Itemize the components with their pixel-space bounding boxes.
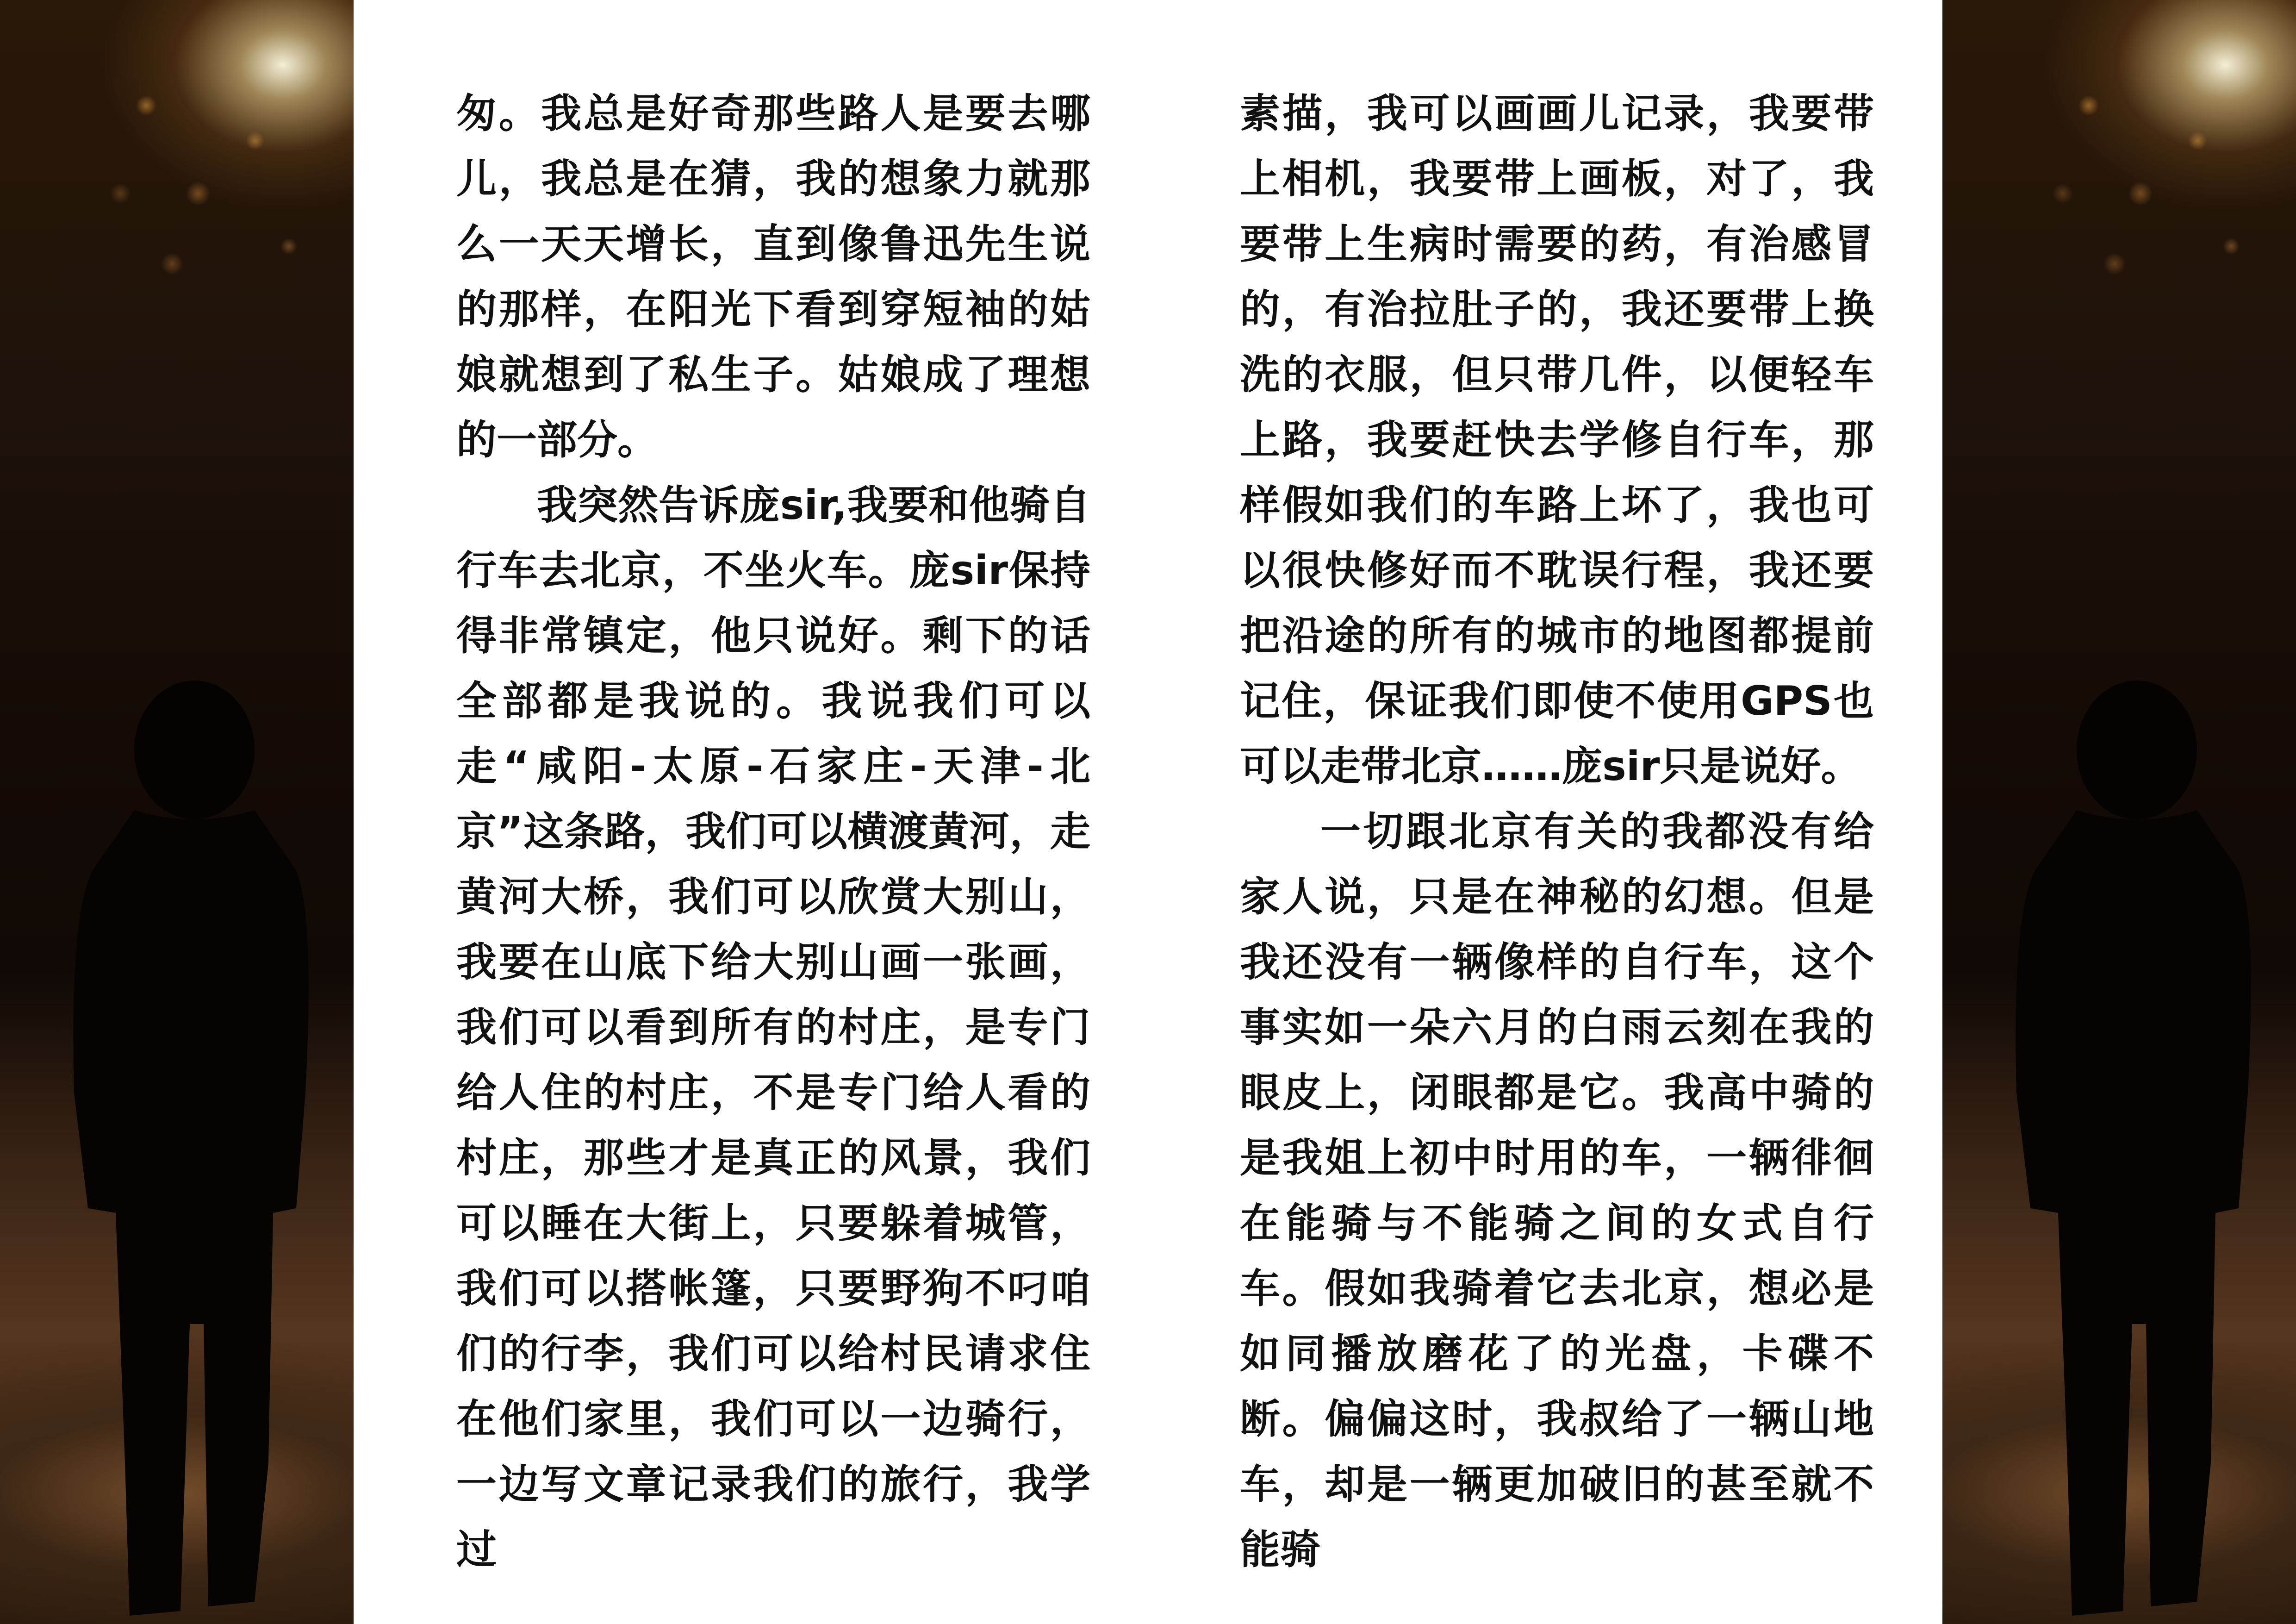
text-page [354,0,1942,1624]
walking-person-silhouette [1998,676,2266,1620]
lit-leaves-decoration [94,0,354,352]
paragraph: 素描，我可以画画儿记录，我要带上相机，我要带上画板，对了，我要带上生病时需要的药，有治感冒的，有治拉肚子的，我还要带上换洗的衣服，但只带几件，以便轻车上路，我要赶快去学修自行车，那样假如我们的车路上坏了，我也可以很快修好而不耽误行程，我还要把沿途的所有的城市的地图都提前记住，保证我们即使不使用GPS也可以走带北京……庞sir只是说好。 [1240,90,1874,790]
left-text-column [456,81,1090,1582]
paragraph: 匆。我总是好奇那些路人是要去哪儿，我总是在猜，我的想象力就那么一天天增长，直到像鲁迅先生说的那样，在阳光下看到穿短袖的姑娘就想到了私生子。姑娘成了理想的一部分。 [456,90,1090,463]
lit-leaves-decoration [2037,0,2296,352]
paragraph: 我突然告诉庞sir,我要和他骑自行车去北京，不坐火车。庞sir保持得非常镇定，他只说好。剩下的话全部都是我说的。我说我们可以走“咸阳-太原-石家庄-天津-北京”这条路，我们可以横渡黄河，走黄河大桥，我们可以欣赏大别山，我要在山底下给大别山画一张画，我们可以看到所有的村庄，是专门给人住的村庄，不是专门给人看的村庄，那些才是真正的风景，我们可以睡在大街上，只要躲着城管，我们可以搭帐篷，只要野狗不叼咱们的行李，我们可以给村民请求住在他们家里，我们可以一边骑行，一边写文章记录我们的旅行，我学过 [456,481,1090,1573]
left-side-photo [0,0,354,1624]
paragraph: 一切跟北京有关的我都没有给家人说，只是在神秘的幻想。但是我还没有一辆像样的自行车，这个事实如一朵六月的白雨云刻在我的眼皮上，闭眼都是它。我高中骑的是我姐上初中时用的车，一辆徘徊在能骑与不能骑之间的女式自行车。假如我骑着它去北京，想必是如同播放磨花了的光盘，卡碟不断。偏偏这时，我叔给了一辆山地车，却是一辆更加破旧的甚至就不能骑 [1240,808,1874,1573]
right-text-column [1240,81,1874,1582]
walking-person-silhouette [56,676,324,1620]
right-side-photo [1942,0,2296,1624]
